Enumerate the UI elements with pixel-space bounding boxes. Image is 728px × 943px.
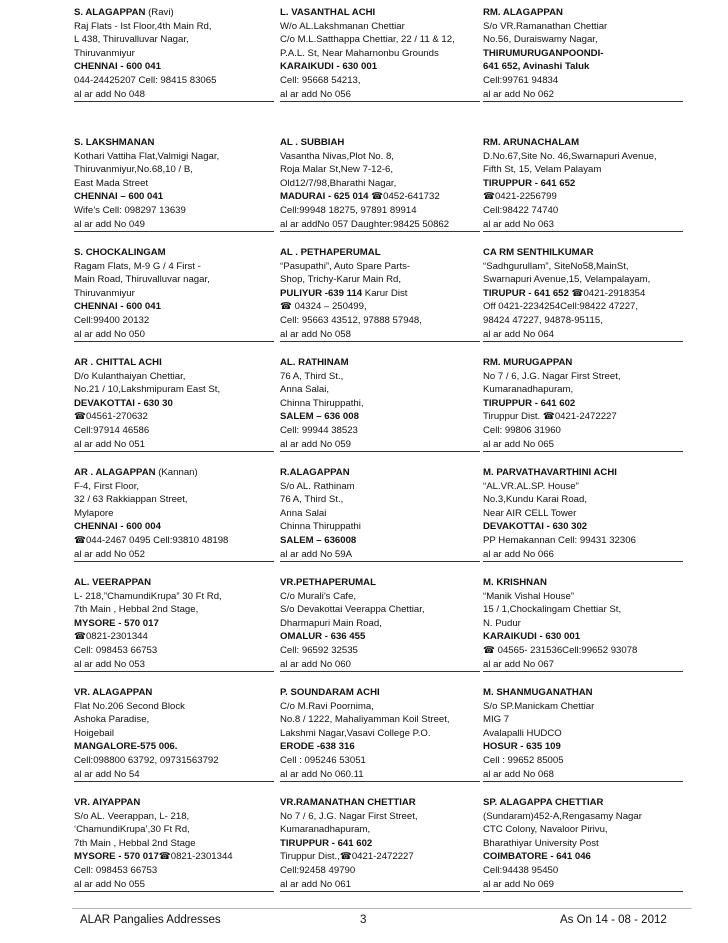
phone-line: Cell: 99944 38523 <box>280 424 358 436</box>
city-line <box>280 190 480 204</box>
address-line: F-4, First Floor, <box>74 480 140 492</box>
entry-name-line <box>483 466 683 480</box>
city-extra: ☎0452-641732 <box>368 191 440 203</box>
entry-name-line <box>74 136 274 150</box>
city-pincode: TIRUPPUR - 641 602 <box>280 837 373 849</box>
address-line: 15 / 1,Chockalingam Chettiar St, <box>483 604 622 616</box>
entry-add-number: al ar add No 062 <box>483 88 683 103</box>
city-line <box>483 177 683 191</box>
city-line <box>280 740 480 754</box>
address-line: Vasantha Nivas,Plot No. 8, <box>280 150 394 162</box>
address-line: Avalapalli HUDCO <box>483 727 562 739</box>
address-entry <box>280 136 480 232</box>
entry-add-number: al ar add No 055 <box>74 878 274 893</box>
city-pincode: KARAIKUDI - 630 001 <box>280 61 378 73</box>
city-line <box>74 397 274 411</box>
city-pincode: THIRUMURUGANPOONDI- <box>483 47 604 59</box>
address-line: 7th Main , Hebbal 2nd Stage, <box>74 604 199 616</box>
city-line <box>483 287 683 301</box>
entry-name-line <box>74 6 274 20</box>
city-line <box>74 740 274 754</box>
city-line <box>483 397 683 411</box>
entry-name: AL . PETHAPERUMAL <box>280 247 381 258</box>
city-pincode: CHENNAI - 600 004 <box>74 521 161 533</box>
city-line <box>280 410 480 424</box>
address-entry <box>280 466 480 562</box>
phone-line: Cell:098800 63792, 09731563792 <box>74 754 219 766</box>
address-line: Swarnapuri Avenue,15, Velampalayam, <box>483 274 651 286</box>
phone-line: Cell:99400 20132 <box>74 314 150 326</box>
address-row <box>74 686 694 802</box>
address-row <box>74 136 694 252</box>
entry-name-line <box>280 136 480 150</box>
address-line: “Pasupathi”, Auto Spare Parts- <box>280 260 411 272</box>
address-line: Lakshmi Nagar,Vasavi College P.O. <box>280 727 431 739</box>
address-line: Thiruvanmiyur,No.68,10 / B, <box>74 164 193 176</box>
phone-line: Cell: 99806 31960 <box>483 424 561 436</box>
city-line <box>483 630 683 644</box>
extra-line: ☎0821-2301344 <box>74 631 148 643</box>
entry-name-line <box>74 686 274 700</box>
entry-add-number: al ar add No 050 <box>74 328 274 343</box>
address-line: (Sundaram)452-A,Rengasamy Nagar <box>483 810 642 822</box>
entry-nickname: (Ravi) <box>145 7 174 18</box>
entry-name-line <box>74 466 274 480</box>
address-line: Kumaranadhapuram, <box>483 384 574 396</box>
city-pincode: MYSORE - 570 017 <box>74 851 159 863</box>
address-line: L 438, Thiruvalluvar Nagar, <box>74 34 189 46</box>
entry-name: P. SOUNDARAM ACHI <box>280 687 380 698</box>
city-pincode: COIMBATORE - 641 046 <box>483 851 591 863</box>
entry-name-line <box>483 796 683 810</box>
city-line <box>483 740 683 754</box>
address-line: No.3,Kundu Karai Road, <box>483 494 587 506</box>
entry-name: R.ALAGAPPAN <box>280 467 350 478</box>
city-pincode: SALEM – 636 008 <box>280 411 359 423</box>
address-line: Old12/7/98,Bharathi Nagar, <box>280 177 397 189</box>
entry-name: AR . ALAGAPPAN <box>74 467 156 478</box>
entry-name: RM. ALAGAPPAN <box>483 7 563 18</box>
address-line: S/o Devakottai Veerappa Chettiar, <box>280 604 425 616</box>
city-pincode: MADURAI - 625 014 <box>280 191 369 203</box>
address-line: “Sadhgurullam”, SiteNo58,MainSt, <box>483 260 629 272</box>
entry-name: AL . SUBBIAH <box>280 137 345 148</box>
address-line: No 7 / 6, J.G. Nagar First Street, <box>280 810 418 822</box>
address-entry <box>74 356 274 452</box>
address-row <box>74 796 694 912</box>
page-number: 3 <box>360 914 367 926</box>
phone-line-2: 98424 47227, 94878-95115, <box>483 314 603 326</box>
address-line: Dharmapuri Main Road, <box>280 617 382 629</box>
city-line <box>74 617 274 631</box>
entry-add-number: al ar add No 048 <box>74 88 274 103</box>
address-entry <box>483 576 683 672</box>
address-entry <box>483 6 683 102</box>
phone-line: Cell : 99652 85005 <box>483 754 564 766</box>
entry-name-line <box>74 576 274 590</box>
address-line: D/o Kulanthaiyan Chettiar, <box>74 370 186 382</box>
address-row <box>74 246 694 362</box>
address-line: Roja Malar St,New 7-12-6, <box>280 164 394 176</box>
address-entry <box>74 136 274 232</box>
city-line <box>280 837 480 851</box>
address-line: 32 / 63 Rakkiappan Street, <box>74 494 188 506</box>
city-line <box>74 300 274 314</box>
address-line: Chinna Thiruppathi, <box>280 397 364 409</box>
address-line: ‘ChamundiKrupa’,30 Ft Rd, <box>74 824 190 836</box>
address-row <box>74 466 694 582</box>
footer-divider <box>72 908 692 909</box>
city-pincode: TIRUPPUR - 641 602 <box>483 397 576 409</box>
entry-name: CA RM SENTHILKUMAR <box>483 247 594 258</box>
address-entry <box>280 356 480 452</box>
city-line <box>280 60 480 74</box>
phone-line: PP Hemakannan Cell: 99431 32306 <box>483 534 636 546</box>
address-line: Thiruvanmiyur <box>74 287 135 299</box>
entry-add-number: al ar add No 54 <box>74 768 274 783</box>
address-line: Hoigebail <box>74 727 115 739</box>
city-pincode: TIRUPUR - 641 652 <box>483 287 569 299</box>
entry-name-line <box>280 356 480 370</box>
city-line <box>74 60 274 74</box>
city-line <box>74 520 274 534</box>
entry-name: M. PARVATHAVARTHINI ACHI <box>483 467 617 478</box>
city-extra: Karur Dist <box>362 287 408 299</box>
phone-line: Off 0421-2234254Cell:98422 47227, <box>483 301 639 313</box>
entry-name-line <box>483 136 683 150</box>
address-line: “Manik Vishal House” <box>483 590 574 602</box>
entry-name-line <box>483 576 683 590</box>
phone-line: Cell:97914 46586 <box>74 424 150 436</box>
address-entry <box>483 796 683 892</box>
entry-nickname: (Kannan) <box>155 467 198 478</box>
address-line: Raj Flats - Ist Floor,4th Main Rd, <box>74 20 212 32</box>
address-line: Thiruvanmiyur <box>74 47 135 59</box>
address-line: Fifth St, 15, Velam Palayam <box>483 164 602 176</box>
entry-add-number: al ar add No 058 <box>280 328 480 343</box>
extra-line: 641 652, Avinashi Taluk <box>483 61 590 73</box>
address-line: P.A.L. St, Near Maharnonbu Grounds <box>280 47 439 59</box>
entry-add-number: al ar add No 068 <box>483 768 683 783</box>
city-line <box>280 534 480 548</box>
city-pincode: ERODE -638 316 <box>280 741 355 753</box>
city-line <box>483 850 683 864</box>
address-entry <box>74 466 274 562</box>
entry-name-line <box>483 6 683 20</box>
address-entry <box>483 686 683 782</box>
footer-date: As On 14 - 08 - 2012 <box>560 914 667 926</box>
city-line <box>280 630 480 644</box>
entry-name: VR. AIYAPPAN <box>74 797 141 808</box>
city-pincode: CHENNAI - 600 041 <box>74 61 161 73</box>
city-line <box>74 190 274 204</box>
phone-line: ☎ 04565- 231536Cell:99652 93078 <box>483 644 638 656</box>
entry-add-number: al ar add No 066 <box>483 548 683 563</box>
address-line: 76 A, Third St., <box>280 370 344 382</box>
entry-name-line <box>280 466 480 480</box>
address-line: S/o SP.Manickam Chettiar <box>483 700 595 712</box>
address-line: Mylapore <box>74 507 114 519</box>
entry-add-number: al ar add No 063 <box>483 218 683 233</box>
address-line: S/o VR.Ramanathan Chettiar <box>483 20 608 32</box>
address-line: Near AIR CELL Tower <box>483 507 577 519</box>
city-pincode: CHENNAI – 600 041 <box>74 191 164 203</box>
address-entry <box>74 6 274 102</box>
address-row <box>74 6 694 122</box>
entry-name: VR. ALAGAPPAN <box>74 687 153 698</box>
city-pincode: OMALUR - 636 455 <box>280 631 366 643</box>
entry-name-line <box>280 246 480 260</box>
entry-name-line <box>483 246 683 260</box>
city-pincode: HOSUR - 635 109 <box>483 741 561 753</box>
entry-name-line <box>74 796 274 810</box>
entry-name-line <box>280 576 480 590</box>
entry-name-line <box>74 246 274 260</box>
address-line: S/o AL. Rathinam <box>280 480 355 492</box>
address-row <box>74 576 694 692</box>
entry-name: RM. MURUGAPPAN <box>483 357 573 368</box>
entry-add-number: al ar add No 059 <box>280 438 480 453</box>
address-entry <box>280 796 480 892</box>
city-line <box>483 520 683 534</box>
entry-add-number: al ar add No 056 <box>280 88 480 103</box>
extra-line: ☎0421-2256799 <box>483 191 557 203</box>
address-entry <box>483 246 683 342</box>
address-line: Chinna Thiruppathi <box>280 521 361 533</box>
address-line: Ashoka Paradise, <box>74 714 150 726</box>
city-extra: ☎0821-2301344 <box>158 851 233 863</box>
phone-line: Cell:94438 95450 <box>483 864 559 876</box>
address-line: No.8 / 1222, Mahaliyamman Koil Street, <box>280 714 450 726</box>
city-pincode: KARAIKUDI - 630 001 <box>483 631 581 643</box>
address-entry <box>74 686 274 782</box>
address-line: Anna Salai <box>280 507 327 519</box>
entry-name: RM. ARUNACHALAM <box>483 137 580 148</box>
entry-add-number: al ar add No 061 <box>280 878 480 893</box>
entry-add-number: al ar add No 060.11 <box>280 768 480 783</box>
entry-add-number: al ar add No 067 <box>483 658 683 673</box>
entry-name: AR . CHITTAL ACHI <box>74 357 162 368</box>
entry-name-line <box>483 686 683 700</box>
address-line: Kothari Vattiha Flat,Valmigi Nagar, <box>74 150 220 162</box>
address-line: C/o M.L.Satthappa Chettiar, 22 / 11 & 12, <box>280 34 455 46</box>
phone-line: Cell : 095246 53051 <box>280 754 366 766</box>
address-row <box>74 356 694 472</box>
entry-name: SP. ALAGAPPA CHETTIAR <box>483 797 604 808</box>
extra-line: Tiruppur Dist. ☎0421-2472227 <box>483 411 617 423</box>
address-line: MIG 7 <box>483 714 510 726</box>
city-pincode: DEVAKOTTAI - 630 30 <box>74 397 173 409</box>
city-pincode: CHENNAI - 600 041 <box>74 301 161 313</box>
entry-add-number: al ar add No 052 <box>74 548 274 563</box>
address-entry <box>280 246 480 342</box>
entry-name: AL. RATHINAM <box>280 357 349 368</box>
entry-name: S. CHOCKALINGAM <box>74 247 166 258</box>
entry-name: M. SHANMUGANATHAN <box>483 687 593 698</box>
address-entry <box>280 576 480 672</box>
city-pincode: PULIYUR -639 114 <box>280 287 363 299</box>
address-entry <box>74 246 274 342</box>
entry-add-number: al ar add No 59A <box>280 548 480 563</box>
phone-line: Cell:99948 18275, 97891 89914 <box>280 204 417 216</box>
phone-line: Cell:92458 49790 <box>280 864 356 876</box>
address-entry <box>74 796 274 892</box>
entry-add-number: al ar add No 053 <box>74 658 274 673</box>
phone-line: Wife’s Cell: 098297 13639 <box>74 204 186 216</box>
address-entry <box>280 6 480 102</box>
city-extra: ☎0421-2918354 <box>568 287 646 299</box>
city-pincode: SALEM – 636008 <box>280 534 357 546</box>
address-line: Kumaranadhapuram, <box>280 824 371 836</box>
entry-add-number: al ar add No 065 <box>483 438 683 453</box>
address-line: 7th Main , Hebbal 2nd Stage <box>74 837 196 849</box>
address-line: S/o AL. Veerappan, L- 218, <box>74 810 190 822</box>
phone-line: Cell: 098453 66753 <box>74 864 158 876</box>
city-line <box>280 287 480 301</box>
address-line: W/o AL.Lakshmanan Chettiar <box>280 20 405 32</box>
entry-name-line <box>483 356 683 370</box>
city-pincode: DEVAKOTTAI - 630 302 <box>483 521 588 533</box>
page-footer <box>0 910 728 930</box>
entry-add-number: al ar addNo 057 Daughter:98425 50862 <box>280 218 480 233</box>
phone-line: Cell: 95668 54213, <box>280 74 361 86</box>
address-line: Flat No.206 Second Block <box>74 700 185 712</box>
address-line: Anna Salai, <box>280 384 330 396</box>
address-line: C/o M.Ravi Poornima, <box>280 700 374 712</box>
address-line: CTC Colony, Navaloor Pirivu, <box>483 824 608 836</box>
extra-line: ☎04561-270632 <box>74 411 148 423</box>
address-entry <box>280 686 480 782</box>
phone-line: 044-24425207 Cell: 98415 83065 <box>74 74 217 86</box>
address-line: Ragam Flats, M-9 G / 4 First - <box>74 260 201 272</box>
address-entry <box>483 466 683 562</box>
phone-line: Cell: 098453 66753 <box>74 644 158 656</box>
entry-add-number: al ar add No 049 <box>74 218 274 233</box>
city-pincode: MANGALORE-575 006. <box>74 741 178 753</box>
entry-add-number: al ar add No 064 <box>483 328 683 343</box>
entry-name-line <box>280 686 480 700</box>
address-line: D.No.67,Site No. 46,Swarnapuri Avenue, <box>483 150 657 162</box>
address-line: N. Pudur <box>483 617 521 629</box>
phone-line: ☎ 04324 – 250499, <box>280 301 367 313</box>
entry-name-line <box>280 6 480 20</box>
address-entry <box>483 136 683 232</box>
entry-name: VR.PETHAPERUMAL <box>280 577 376 588</box>
entry-name: S. LAKSHMANAN <box>74 137 155 148</box>
address-entry <box>483 356 683 452</box>
address-entry <box>74 576 274 672</box>
entry-name: VR.RAMANATHAN CHETTIAR <box>280 797 416 808</box>
phone-line: Cell:98422 74740 <box>483 204 559 216</box>
city-line <box>483 47 683 61</box>
address-line: No.56, Duraiswamy Nagar, <box>483 34 598 46</box>
address-line: Shop, Trichy-Karur Main Rd, <box>280 274 402 286</box>
phone-line-2: Cell: 95663 43512, 97888 57948, <box>280 314 422 326</box>
entry-add-number: al ar add No 069 <box>483 878 683 893</box>
entry-add-number: al ar add No 051 <box>74 438 274 453</box>
footer-title: ALAR Pangalies Addresses <box>80 914 221 926</box>
address-line: No 7 / 6, J.G. Nagar First Street, <box>483 370 621 382</box>
extra-line: Tiruppur Dist.,☎0421-2472227 <box>280 851 414 863</box>
phone-line: ☎044-2467 0495 Cell:93810 48198 <box>74 534 229 546</box>
phone-line: Cell: 96592 32535 <box>280 644 358 656</box>
address-line: L- 218,”ChamundiKrupa” 30 Ft Rd, <box>74 590 222 602</box>
phone-line: Cell:99761 94834 <box>483 74 559 86</box>
address-line: Main Road, Thiruvalluvar nagar, <box>74 274 210 286</box>
entry-name: M. KRISHNAN <box>483 577 547 588</box>
address-line: No.21 / 10,Lakshmipuram East St, <box>74 384 221 396</box>
city-line <box>74 850 274 864</box>
entry-name-line <box>280 796 480 810</box>
entry-name: L. VASANTHAL ACHI <box>280 7 376 18</box>
entry-name-line <box>74 356 274 370</box>
address-line: Bharathiyar University Post <box>483 837 599 849</box>
address-line: East Mada Street <box>74 177 149 189</box>
city-pincode: MYSORE - 570 017 <box>74 617 159 629</box>
city-pincode: TIRUPPUR - 641 652 <box>483 177 576 189</box>
entry-add-number: al ar add No 060 <box>280 658 480 673</box>
entry-name: AL. VEERAPPAN <box>74 577 152 588</box>
address-line: 76 A, Third St., <box>280 494 344 506</box>
address-line: C/o Murali’s Cafe, <box>280 590 357 602</box>
address-line: “AL.VR.AL.SP. House” <box>483 480 579 492</box>
entry-name: S. ALAGAPPAN <box>74 7 146 18</box>
